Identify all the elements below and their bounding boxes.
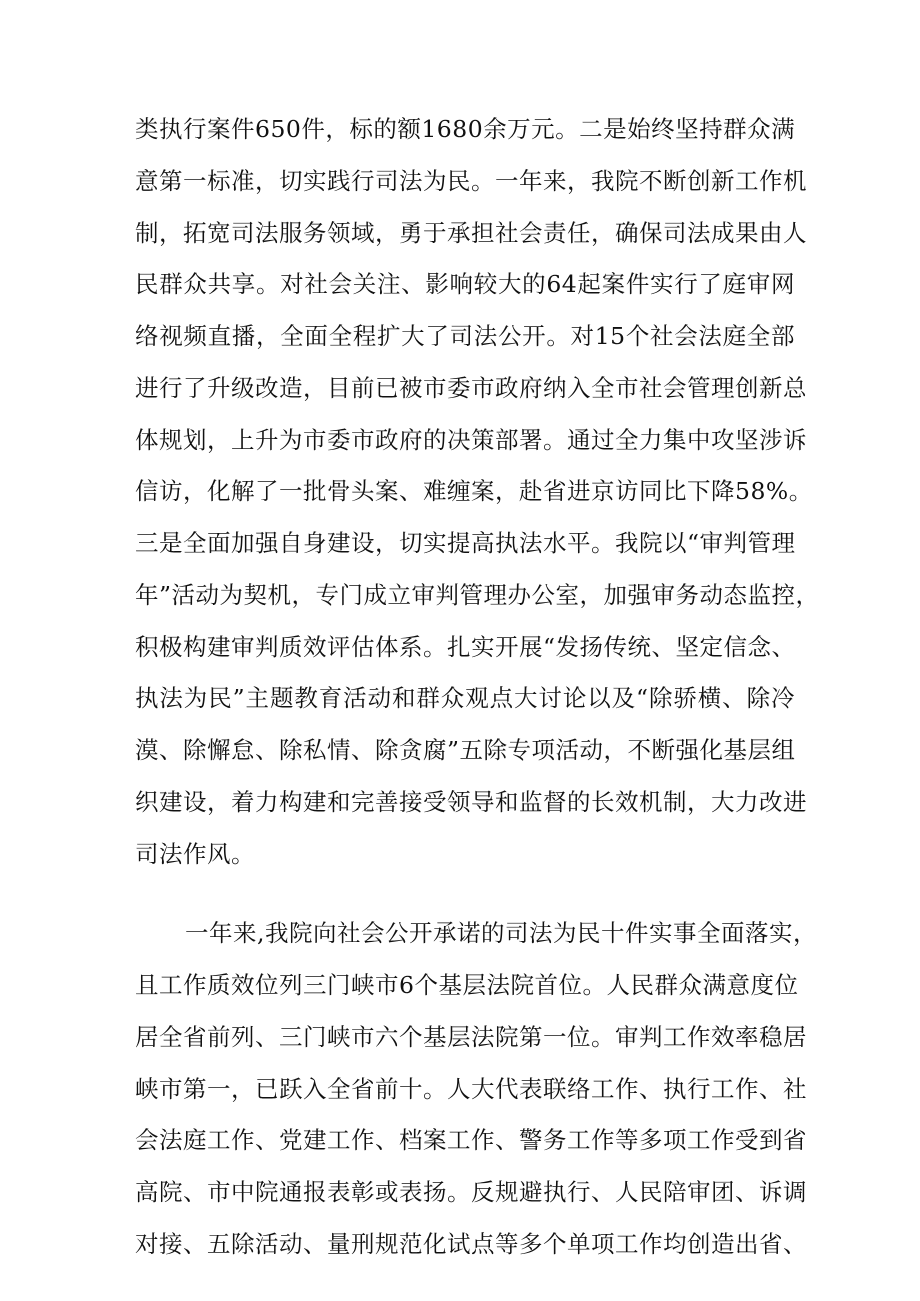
body-text-line: 信访，化解了一批骨头案、难缠案，赴省进京访同比下降58%。 <box>135 477 813 506</box>
body-text-line: 司法作风。 <box>135 839 255 868</box>
body-text-line: 意第一标准，切实践行司法为民。一年来，我院不断创新工作机 <box>135 166 807 195</box>
body-text-line: 进行了升级改造，目前已被市委市政府纳入全市社会管理创新总 <box>135 373 807 402</box>
body-text-line: 络视频直播，全面全程扩大了司法公开。对15个社会法庭全部 <box>135 322 795 351</box>
body-text-line: 积极构建审判质效评估体系。扎实开展“发扬传统、坚定信念、 <box>135 632 796 661</box>
body-text-line: 且工作质效位列三门峡市6个基层法院首位。人民群众满意度位 <box>135 971 799 1000</box>
body-text-line: 织建设，着力构建和完善接受领导和监督的长效机制，大力改进 <box>135 787 807 816</box>
body-text-line: 类执行案件650件，标的额1680余万元。二是始终坚持群众满 <box>135 115 796 143</box>
body-text-line: 峡市第一，已跃入全省前十。人大代表联络工作、执行工作、社 <box>135 1074 807 1103</box>
paragraph-first-line: 一年来,我院向社会公开承诺的司法为民十件实事全面落实， <box>185 919 817 948</box>
body-text-line: 居全省前列、三门峡市六个基层法院第一位。审判工作效率稳居 <box>135 1022 807 1051</box>
body-text-line: 漠、除懈怠、除私情、除贪腐”五除专项活动，不断强化基层组 <box>135 736 796 765</box>
body-text-line: 三是全面加强自身建设，切实提高执法水平。我院以“审判管理 <box>135 529 796 558</box>
body-text-line: 执法为民”主题教育活动和群众观点大讨论以及“除骄横、除冷 <box>135 684 795 713</box>
body-text-line: 制，拓宽司法服务领域，勇于承担社会责任，确保司法成果由人 <box>135 218 807 247</box>
body-text-line: 民群众共享。对社会关注、影响较大的64起案件实行了庭审网 <box>135 270 795 299</box>
body-text-line: 会法庭工作、党建工作、档案工作、警务工作等多项工作受到省 <box>135 1126 807 1155</box>
body-text-line: 对接、五除活动、量刑规范化试点等多个单项工作均创造出省、 <box>135 1230 807 1258</box>
body-text-line: 体规划，上升为市委市政府的决策部署。通过全力集中攻坚涉诉 <box>135 425 807 454</box>
body-text-line: 年”活动为契机，专门成立审判管理办公室，加强审务动态监控， <box>135 580 820 609</box>
body-text-line: 高院、市中院通报表彰或表扬。反规避执行、人民陪审团、诉调 <box>135 1178 807 1207</box>
